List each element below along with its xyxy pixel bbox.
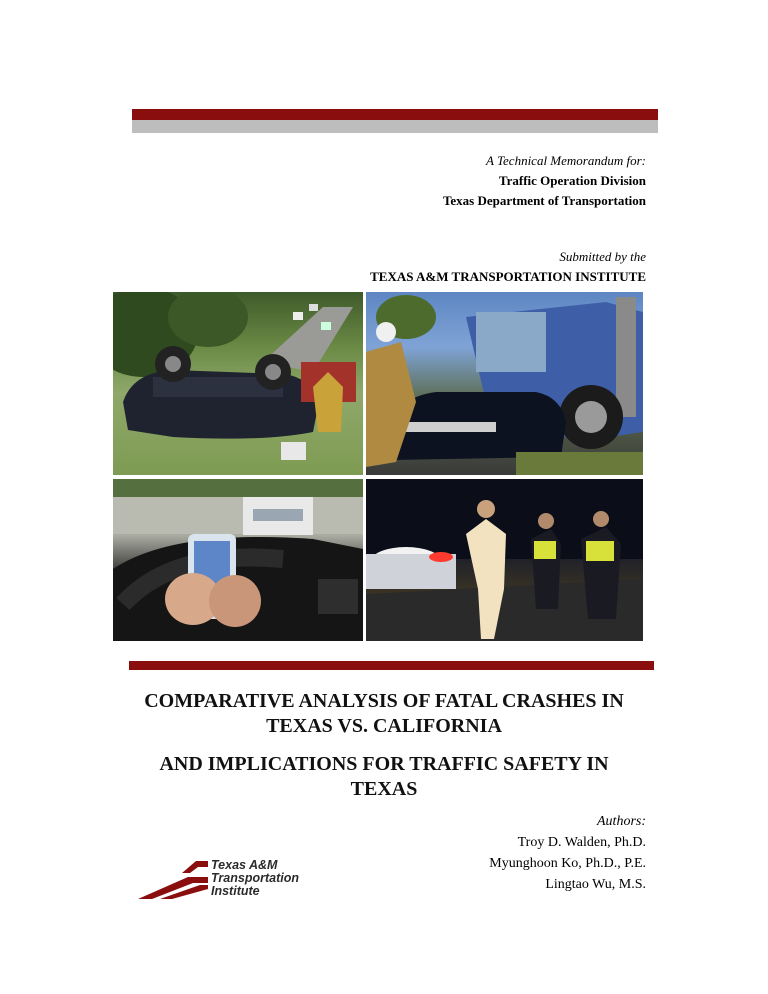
memo-division: Traffic Operation Division <box>498 173 646 188</box>
memo-block <box>443 151 646 211</box>
photo-night-roadside-test <box>366 479 643 641</box>
memo-intro: A Technical Memorandum for: <box>486 153 646 168</box>
tti-logo-text <box>211 859 299 898</box>
title-line-1: COMPARATIVE ANALYSIS OF FATAL CRASHES IN <box>144 690 624 712</box>
title-line-2: TEXAS VS. CALIFORNIA <box>266 715 502 737</box>
header-red-bar <box>132 109 658 120</box>
submitted-label: Submitted by the <box>559 249 646 264</box>
report-subtitle <box>0 752 768 802</box>
logo-line-1: Texas A&M <box>211 858 278 872</box>
memo-department: Texas Department of Transportation <box>442 193 646 208</box>
header-gray-bar <box>132 120 658 133</box>
photo-truck-crash <box>366 292 643 475</box>
authors-label: Authors: <box>597 814 646 829</box>
submitted-block <box>370 247 646 287</box>
photo-texting-driver <box>113 479 363 641</box>
author-name: Myunghoon Ko, Ph.D., P.E. <box>489 856 646 871</box>
author-name: Lingtao Wu, M.S. <box>545 877 646 892</box>
submitted-institute: TEXAS A&M TRANSPORTATION INSTITUTE <box>370 269 646 284</box>
divider-red-bar <box>129 661 654 670</box>
authors-block <box>489 811 646 895</box>
logo-line-3: Institute <box>211 884 260 898</box>
tti-logo <box>138 859 333 901</box>
title-line-3: AND IMPLICATIONS FOR TRAFFIC SAFETY IN <box>159 753 609 775</box>
report-title <box>0 689 768 739</box>
title-line-4: TEXAS <box>350 778 418 800</box>
logo-line-2: Transportation <box>211 871 299 885</box>
photo-overturned-car <box>113 292 363 475</box>
author-name: Troy D. Walden, Ph.D. <box>517 835 646 850</box>
tti-logo-icon <box>138 859 210 901</box>
